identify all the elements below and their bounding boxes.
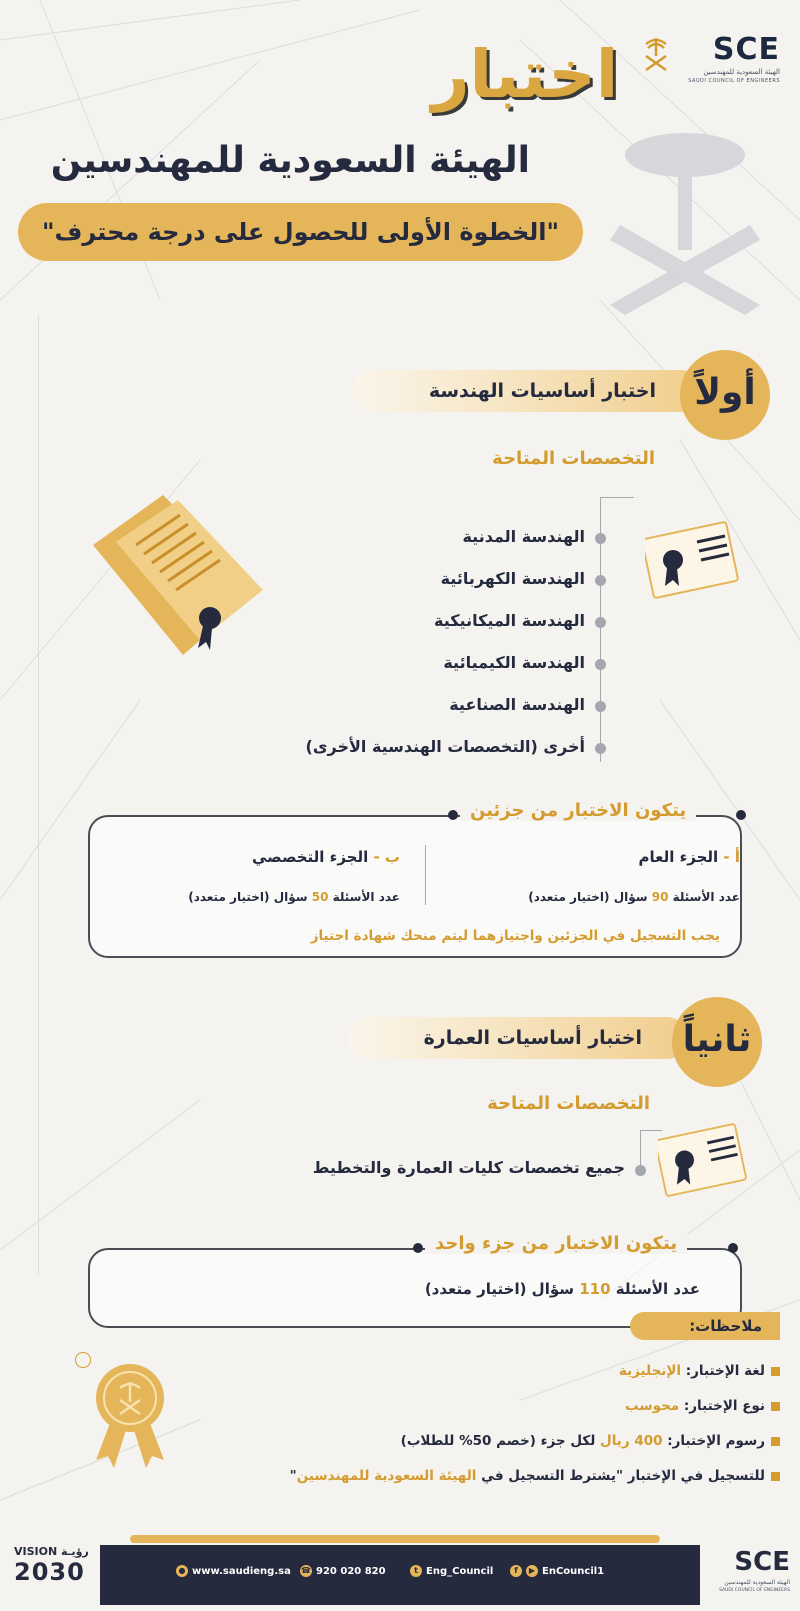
- spec-item-electrical: الهندسة الكهربائية: [440, 569, 585, 588]
- parts-divider: [425, 845, 426, 905]
- certificate-card-icon: [645, 520, 740, 600]
- palm-emblem-watermark-icon: [600, 115, 770, 315]
- footer-logo-text: SCE: [734, 1547, 790, 1577]
- vision-2030-logo: [14, 1545, 100, 1605]
- bullet-dot: [595, 659, 606, 670]
- section2-desc-post: سؤال (اختيار متعدد): [424, 1280, 580, 1298]
- logo-subtitle-en: SAUDI COUNCIL OF ENGINEERS: [688, 78, 780, 84]
- section2-specs-label: التخصصات المتاحة: [487, 1093, 650, 1114]
- spec-item-mechanical: الهندسة الميكانيكية: [434, 611, 585, 630]
- spec-connector: [640, 1130, 641, 1170]
- footer-logo-sub-en: SAUDI COUNCIL OF ENGINEERS: [719, 1588, 790, 1593]
- footer-gold-stripe: [130, 1535, 660, 1543]
- part-b-desc: [110, 890, 400, 904]
- spec-item-industrial: الهندسة الصناعية: [449, 695, 585, 714]
- note-fee-label: رسوم الإختبار:: [662, 1433, 765, 1449]
- note-language: [300, 1363, 780, 1379]
- bullet-dot: [635, 1165, 646, 1176]
- footer-phone[interactable]: [300, 1565, 386, 1577]
- footer-logo-sub-ar: الهيئة السعودية للمهندسين: [724, 1579, 790, 1586]
- part-a-desc-post: سؤال (اختيار متعدد): [528, 890, 652, 904]
- bullet-square: [771, 1367, 780, 1376]
- section2-count: 110: [579, 1280, 611, 1298]
- bullet-dot: [595, 701, 606, 712]
- note-registration-gold: الهيئة السعودية للمهندسين: [296, 1468, 477, 1484]
- note-registration-pre: للتسجيل في الإختبار "يشترط التسجيل في: [476, 1468, 765, 1484]
- phone-icon: ☎: [301, 1566, 311, 1575]
- part-b-desc-pre: عدد الأسئلة: [328, 890, 400, 904]
- main-title: اختبار: [431, 36, 619, 113]
- bullet-square: [771, 1437, 780, 1446]
- part-b-count: 50: [311, 890, 329, 904]
- section1-pass-note: يجب التسجيل في الجزئين واجتيازهما ليتم منحك شهادة اجتياز: [310, 928, 720, 944]
- box-title-dot: [448, 810, 458, 820]
- box-title-dot: [413, 1243, 423, 1253]
- sub-title: الهيئة السعودية للمهندسين: [50, 140, 530, 181]
- part-a-prefix: أ -: [718, 848, 740, 866]
- footer: [0, 1531, 800, 1611]
- section2-spec: جميع تخصصات كليات العمارة والتخطيط: [312, 1158, 625, 1177]
- section1-title: اختبار أساسيات الهندسة: [428, 380, 656, 402]
- part-a-label: [540, 848, 740, 866]
- part-b-prefix: ب -: [368, 848, 400, 866]
- part-a-count: 90: [651, 890, 669, 904]
- decorative-circle: [75, 1352, 91, 1368]
- section2-title: اختبار أساسيات العمارة: [423, 1027, 642, 1049]
- part-b-title: الجزء التخصصي: [252, 848, 369, 866]
- part-a-title: الجزء العام: [638, 848, 719, 866]
- part-b-label: [200, 848, 400, 866]
- youtube-icon: ▶: [526, 1565, 538, 1577]
- note-type-value: محوسب: [625, 1398, 680, 1414]
- bullet-square: [771, 1402, 780, 1411]
- box-title-dot: [728, 1243, 738, 1253]
- footer-social-text: EnCouncil1: [542, 1566, 605, 1577]
- bullet-dot: [595, 617, 606, 628]
- note-registration: [170, 1468, 780, 1484]
- part-a-desc: [430, 890, 740, 904]
- notes-heading: ملاحظات:: [630, 1312, 780, 1340]
- note-type-label: نوع الإختبار:: [679, 1398, 765, 1414]
- section2-desc: [250, 1280, 700, 1298]
- section1-specs-label: التخصصات المتاحة: [492, 448, 655, 469]
- section1-box-title: يتكون الاختبار من جزئين: [460, 800, 696, 821]
- footer-website-text: www.saudieng.sa: [192, 1566, 291, 1577]
- spec-item-chemical: الهندسة الكيميائية: [443, 653, 585, 672]
- part-b-desc-post: سؤال (اختيار متعدد): [188, 890, 312, 904]
- footer-social[interactable]: [510, 1565, 604, 1577]
- footer-website[interactable]: [176, 1565, 291, 1577]
- spec-connector: [640, 1130, 662, 1131]
- timeline-line: [38, 315, 39, 1275]
- note-fee-rest: لكل جزء (خصم 50% للطلاب): [400, 1433, 600, 1449]
- logo-subtitle-ar: الهيئة السعودية للمهندسين: [703, 68, 780, 76]
- spec-list-connector: [600, 497, 634, 498]
- note-language-label: لغة الإختبار:: [681, 1363, 765, 1379]
- box-title-dot: [736, 810, 746, 820]
- note-language-value: الإنجليزية: [618, 1363, 682, 1379]
- section2-title-pill: [348, 1017, 688, 1059]
- section2-desc-pre: عدد الأسئلة: [610, 1280, 700, 1298]
- facebook-icon: f: [510, 1565, 522, 1577]
- vision-label: VISION رؤيـة: [14, 1545, 89, 1558]
- globe-icon: ●: [176, 1565, 188, 1577]
- note-type: [300, 1398, 780, 1414]
- section2-box-title: يتكون الاختبار من جزء واحد: [425, 1233, 687, 1254]
- award-rosette-icon: [90, 1360, 170, 1470]
- footer-bar: [100, 1545, 700, 1605]
- note-registration-post: ": [289, 1468, 297, 1484]
- bullet-dot: [595, 533, 606, 544]
- bullet-square: [771, 1472, 780, 1481]
- footer-sce-logo: [700, 1545, 790, 1605]
- footer-twitter[interactable]: [410, 1565, 493, 1577]
- bullet-dot: [595, 743, 606, 754]
- section2-badge: ثانياً: [672, 997, 762, 1087]
- vision-year: 2030: [14, 1558, 85, 1586]
- footer-phone-text: 920 020 820: [316, 1566, 386, 1577]
- twitter-icon: t: [410, 1565, 422, 1577]
- note-fee-value: 400 ريال: [600, 1433, 663, 1449]
- tagline-pill: "الخطوة الأولى للحصول على درجة محترف": [18, 203, 583, 261]
- logo-text: SCE: [712, 32, 780, 67]
- bullet-dot: [595, 575, 606, 586]
- section1-badge: أولاً: [680, 350, 770, 440]
- section1-title-pill: [352, 370, 702, 412]
- spec-item-other: أخرى (التخصصات الهندسية الأخرى): [305, 737, 585, 756]
- part-a-desc-pre: عدد الأسئلة: [668, 890, 740, 904]
- spec-item-civil: الهندسة المدنية: [462, 527, 585, 546]
- note-fee: [300, 1433, 780, 1449]
- certificate-card-icon: [658, 1120, 748, 1200]
- footer-twitter-text: Eng_Council: [426, 1566, 494, 1577]
- sce-logo: [668, 32, 780, 87]
- certificate-illustration-icon: [88, 490, 268, 660]
